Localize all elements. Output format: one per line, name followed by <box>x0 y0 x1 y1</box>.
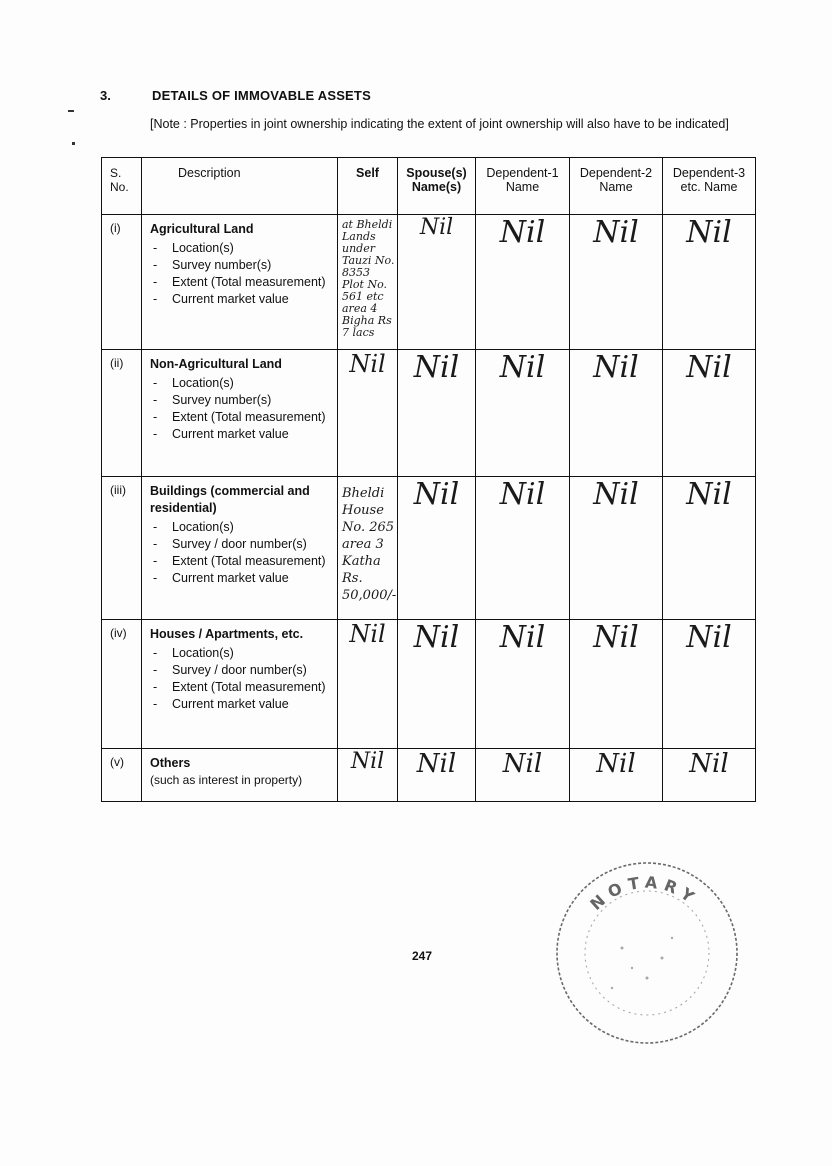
row-item: - Survey number(s) <box>150 257 331 274</box>
row-item: - Current market value <box>150 696 331 713</box>
dependent-1-value: Nil <box>476 749 570 802</box>
immovable-assets-table <box>101 157 756 802</box>
margin-mark <box>68 110 74 112</box>
row-description <box>142 620 338 749</box>
row-category: Non-Agricultural Land <box>150 357 282 371</box>
spouse-value: Nil <box>398 350 476 477</box>
row-sno: (i) <box>102 215 142 350</box>
row-item: - Location(s) <box>150 375 331 392</box>
self-value: Bheldi House No. 265 area 3 Katha Rs. 50,000/- <box>338 477 398 620</box>
header-dependent-1: Dependent-1 Name <box>476 158 570 215</box>
header-spouse: Spouse(s) Name(s) <box>398 158 476 215</box>
dependent-3-value: Nil <box>663 350 756 477</box>
dependent-3-value: Nil <box>663 620 756 749</box>
row-sno: (iv) <box>102 620 142 749</box>
row-description <box>142 477 338 620</box>
table-row <box>102 620 756 749</box>
row-description <box>142 350 338 477</box>
row-item: - Survey number(s) <box>150 392 331 409</box>
row-description <box>142 749 338 802</box>
row-subtext: (such as interest in property) <box>150 773 303 787</box>
page-number: 247 <box>412 949 433 963</box>
header-dependent-2: Dependent-2 Name <box>570 158 663 215</box>
spouse-value: Nil <box>398 620 476 749</box>
dependent-2-value: Nil <box>570 477 663 620</box>
table-row <box>102 477 756 620</box>
row-item: - Location(s) <box>150 240 331 257</box>
row-item: - Extent (Total measurement) <box>150 409 331 426</box>
self-value: at Bheldi Lands under Tauzi No. 8353 Plot No. 561 etc area 4 Bigha Rs 7 lacs <box>338 215 398 350</box>
dependent-2-value: Nil <box>570 215 663 350</box>
dependent-1-value: Nil <box>476 215 570 350</box>
row-category: Others <box>150 756 191 770</box>
dependent-1-value: Nil <box>476 477 570 620</box>
section-title: DETAILS OF IMMOVABLE ASSETS <box>152 88 371 103</box>
section-note: [Note : Properties in joint ownership indicating the extent of joint ownership will also have to be indicated] <box>150 117 729 131</box>
row-item: - Location(s) <box>150 645 331 662</box>
self-value: Nil <box>338 620 398 749</box>
row-category: Houses / Apartments, etc. <box>150 627 304 641</box>
table-row <box>102 749 756 802</box>
row-item: - Location(s) <box>150 519 331 536</box>
spouse-value: Nil <box>398 215 476 350</box>
circular-seal-icon <box>552 858 742 1048</box>
header-dependent-3: Dependent-3 etc. Name <box>663 158 756 215</box>
row-sno: (ii) <box>102 350 142 477</box>
row-item: - Survey / door number(s) <box>150 662 331 679</box>
row-item: - Extent (Total measurement) <box>150 274 331 291</box>
row-category: Agricultural Land <box>150 222 254 236</box>
dependent-3-value: Nil <box>663 749 756 802</box>
dependent-2-value: Nil <box>570 749 663 802</box>
row-item: - Extent (Total measurement) <box>150 679 331 696</box>
dependent-1-value: Nil <box>476 620 570 749</box>
spouse-value: Nil <box>398 749 476 802</box>
row-description <box>142 215 338 350</box>
dependent-2-value: Nil <box>570 620 663 749</box>
spouse-value: Nil <box>398 477 476 620</box>
table-row <box>102 350 756 477</box>
dependent-3-value: Nil <box>663 215 756 350</box>
seal-text: NOTARY <box>586 872 703 915</box>
row-item: - Extent (Total measurement) <box>150 553 331 570</box>
margin-mark <box>72 142 75 145</box>
row-sno: (iii) <box>102 477 142 620</box>
row-item: - Current market value <box>150 291 331 308</box>
table-row <box>102 215 756 350</box>
dependent-3-value: Nil <box>663 477 756 620</box>
row-sno: (v) <box>102 749 142 802</box>
section-number: 3. <box>100 88 111 103</box>
header-self: Self <box>338 158 398 215</box>
dependent-1-value: Nil <box>476 350 570 477</box>
self-value: Nil <box>338 749 398 802</box>
row-item: - Survey / door number(s) <box>150 536 331 553</box>
row-item: - Current market value <box>150 426 331 443</box>
header-description: Description <box>142 158 338 215</box>
dependent-2-value: Nil <box>570 350 663 477</box>
row-category: Buildings (commercial and residential) <box>150 484 310 515</box>
header-sno: S. No. <box>102 158 142 215</box>
row-item: - Current market value <box>150 570 331 587</box>
svg-text:NOTARY <box>586 872 702 914</box>
self-value: Nil <box>338 350 398 477</box>
table-header-row <box>102 158 756 215</box>
